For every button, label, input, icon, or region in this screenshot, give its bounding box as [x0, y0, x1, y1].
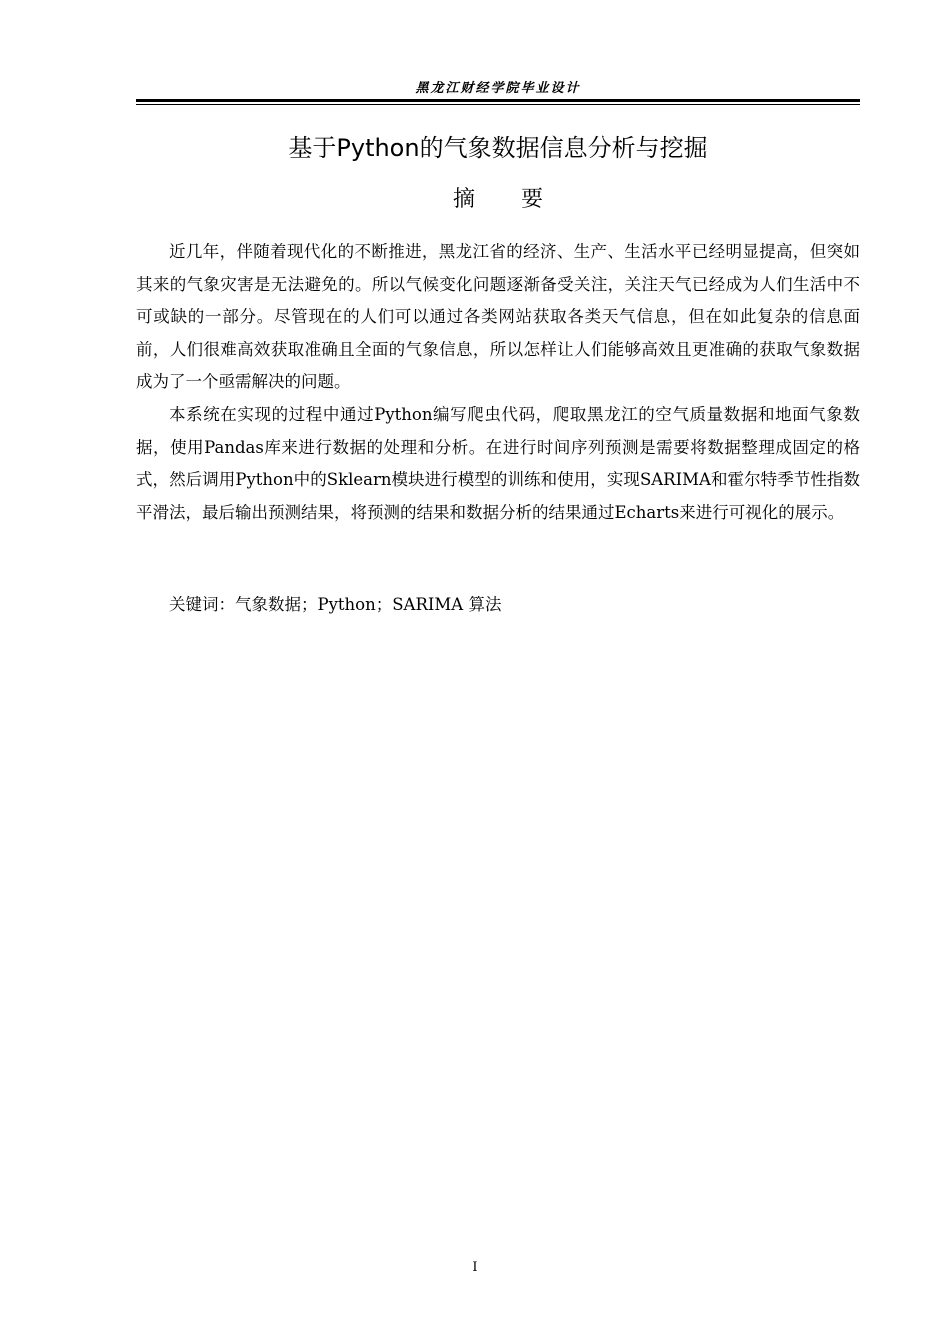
document-title: 基于Python的气象数据信息分析与挖掘 [288, 134, 708, 162]
abstract-paragraph-1: 近几年，伴随着现代化的不断推进，黑龙江省的经济、生产、生活水平已经明显提高，但突如其来的气象灾害是无法避免的。所以气候变化问题逐渐备受关注，关注天气已经成为人们生活中不可或缺的一部分。尽管现在的人们可以通过各类网站获取各类天气信息，但在如此复杂的信息面前，人们很难高效获取准确且全面的气象信息，所以怎样让人们能够高效且更准确的获取气象数据成为了一个亟需解决的问题。 [136, 242, 860, 392]
keywords-label: 关键词： [169, 595, 235, 614]
abstract-body [136, 236, 860, 529]
abstract-heading-right: 要 [521, 187, 544, 212]
running-header: 黑龙江财经学院毕业设计 [415, 81, 581, 96]
keywords-value: 气象数据；Python；SARIMA 算法 [235, 595, 502, 614]
header-rule [136, 99, 860, 105]
keywords-line [136, 589, 860, 621]
page-number: I [472, 1260, 478, 1275]
abstract-heading-left: 摘 [452, 187, 475, 212]
abstract-heading [136, 183, 860, 217]
abstract-paragraph-2: 本系统在实现的过程中通过Python编写爬虫代码，爬取黑龙江的空气质量数据和地面气象数据，使用Pandas库来进行数据的处理和分析。在进行时间序列预测是需要将数据整理成固定的格式，然后调用Python中的Sklearn模块进行模型的训练和使用，实现SARIMA和霍尔特季节性指数平滑法，最后输出预测结果，将预测的结果和数据分析的结果通过Echarts来进行可视化的展示。 [136, 404, 860, 522]
